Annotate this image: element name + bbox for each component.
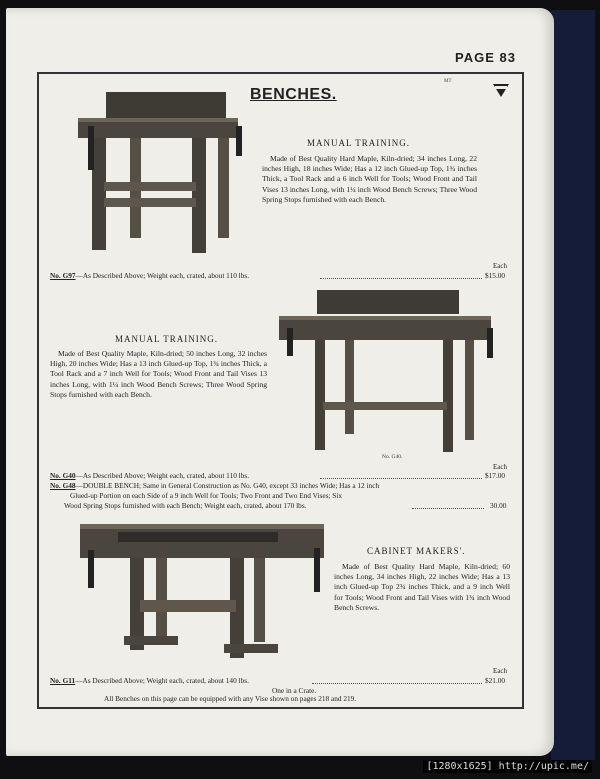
g48-number: No. G48	[50, 481, 76, 490]
book-cover-edge	[548, 10, 595, 760]
g48-line-1	[50, 481, 379, 490]
g11-line-text: —As Described Above; Weight each, crated, about 140 lbs.	[75, 676, 249, 685]
page-title: BENCHES.	[250, 86, 337, 103]
bench-g11-illustration	[78, 518, 328, 668]
g97-description: Made of Best Quality Hard Maple, Kiln-dried; 34 inches Long, 22 inches High, 18 inches Wide; Has a 12 inch Glued-up Top, 1¾ inches Thick, a Tool Rack and a 6 inch Well for Tools; Wood Front and Tail Vises 13 inches Long, with 1¼ inch Wood Bench Screws; Three Wood Spring Stops furnished with each Bench.	[262, 154, 477, 204]
g40-price-line	[50, 471, 249, 480]
g40-heading: MANUAL TRAINING.	[115, 334, 218, 344]
g48-line-2: Glued-up Portion on each Side of a 9 inch Well for Tools; Two Front and Two End Vises; Six	[70, 491, 342, 500]
g48-price: 30.00	[490, 501, 507, 510]
bench-g40-illustration	[275, 288, 500, 460]
g97-heading: MANUAL TRAINING.	[307, 138, 410, 148]
g97-line-text: —As Described Above; Weight each, crated, about 110 lbs.	[75, 271, 250, 280]
g11-description: Made of Best Quality Hard Maple, Kiln-dried; 60 inches Long, 34 inches High, 22 inches Wide; Has a 13 inch Glued-up Top 2¾ inches Thick, and a 9 inch Well for Tools; Wood Front and Tail Vises with 1¾ inch Wood Bench Screws.	[334, 562, 510, 612]
g11-each-label: Each	[493, 667, 507, 675]
g40-caption: No. G40.	[382, 454, 403, 460]
g40-price: $17.00	[485, 471, 506, 480]
g40-line-text: —As Described Above; Weight each, crated, about 110 lbs.	[75, 471, 250, 480]
g11-number: No. G11	[50, 676, 76, 685]
watermark: [1280x1625] http://upic.me/	[423, 760, 592, 773]
g11-leader-dots	[312, 683, 482, 684]
g40-each-label: Each	[493, 463, 507, 471]
corner-mark: MT	[444, 79, 452, 84]
g40-number: No. G40	[50, 471, 76, 480]
g11-price-line	[50, 676, 249, 685]
bench-g97-illustration	[72, 90, 247, 260]
g11-heading: CABINET MAKERS'.	[367, 546, 466, 556]
g40-description: Made of Best Quality Maple, Kiln-dried; 50 inches Long, 32 inches High, 20 inches Wide; Has a 13 inch Glued-up Top, 1¾ inches Thick, a Tool Rack and a 7 inch Well for Tools; Wood Front and Tail Vises 13 inches Long, with 1¼ inch Wood Bench Screws; Three Wood Spring Stops furnished with each Bench.	[50, 349, 267, 399]
g40-leader-dots	[320, 478, 482, 479]
g48-line-1-text: —DOUBLE BENCH; Same in General Construction as No. G40, except 33 inches Wide; Has a 12 inch	[75, 481, 380, 490]
g48-line-3: Wood Spring Stops furnished with each Bench; Weight each, crated, about 170 lbs.	[64, 501, 307, 510]
footer-note: All Benches on this page can be equipped with any Vise shown on pages 218 and 219.	[104, 694, 357, 703]
g97-leader-dots	[320, 278, 482, 279]
g11-price: $21.00	[485, 676, 506, 685]
g97-number: No. G97	[50, 271, 76, 280]
g97-price-line	[50, 271, 249, 280]
g97-price: $15.00	[485, 271, 506, 280]
brand-logo-icon	[492, 82, 510, 98]
g48-leader-dots	[412, 508, 484, 509]
page-number: PAGE 83	[455, 50, 516, 65]
g11-subline: One in a Crate.	[272, 686, 317, 695]
g97-each-label: Each	[493, 262, 507, 270]
